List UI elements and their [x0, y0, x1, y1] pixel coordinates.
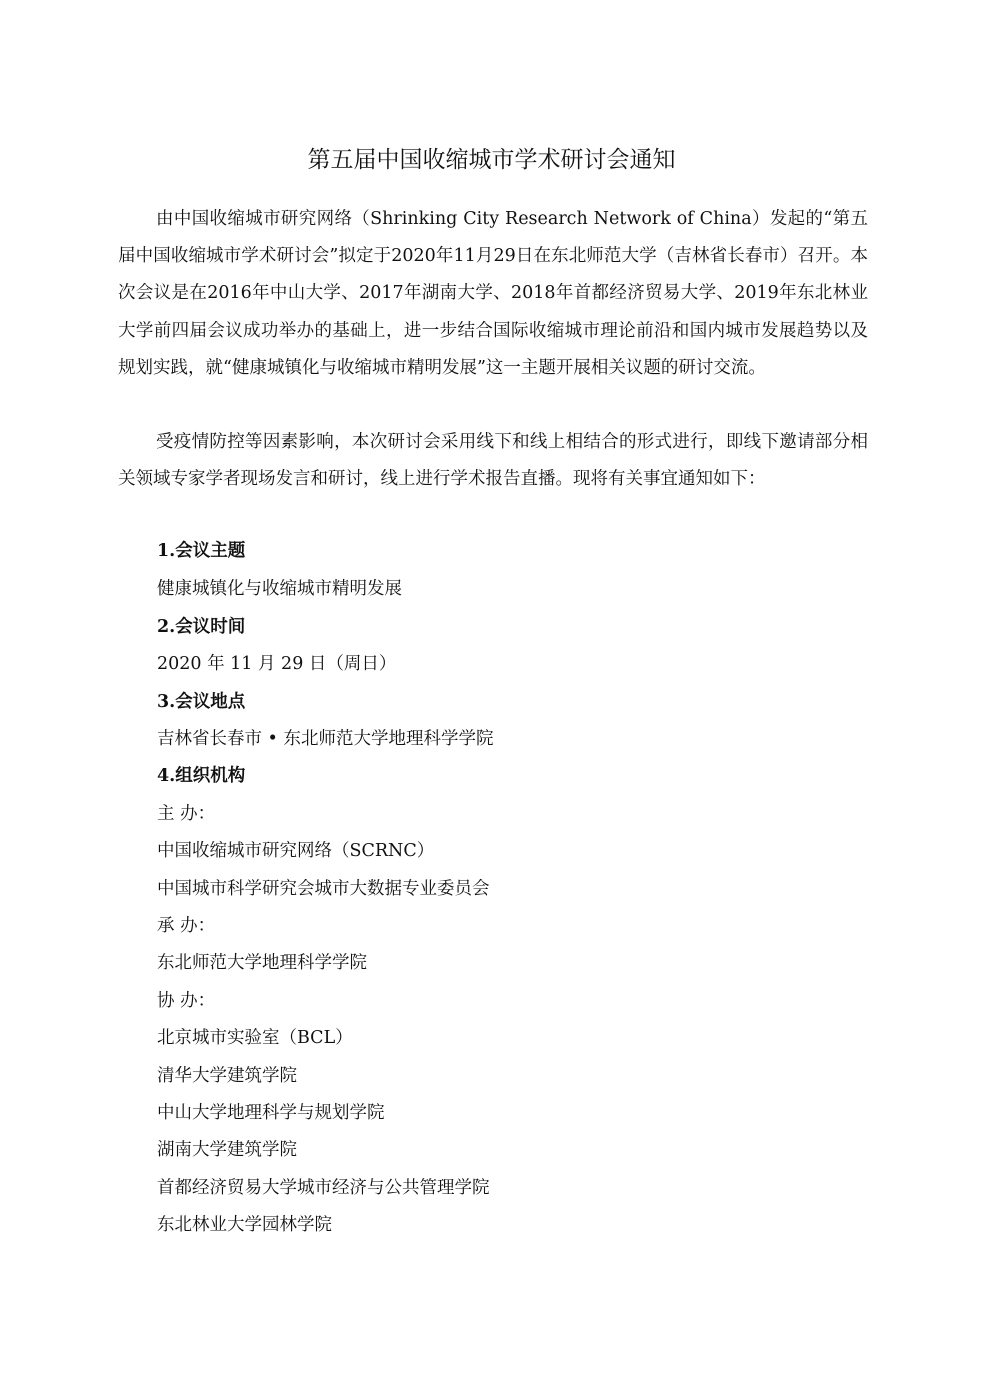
co-organizer-item: 中山大学地理科学与规划学院 [157, 1103, 385, 1123]
co-organizer-item: 湖南大学建筑学院 [157, 1140, 297, 1160]
host-item: 中国城市科学研究会城市大数据专业委员会 [157, 879, 490, 899]
co-organizer-item: 东北林业大学园林学院 [157, 1215, 332, 1235]
theme-text: 健康城镇化与收缩城市精明发展 [157, 579, 402, 599]
co-organizer-item: 首都经济贸易大学城市经济与公共管理学院 [157, 1178, 490, 1198]
section-heading-venue: 3.会议地点 [157, 692, 246, 712]
section-heading-time: 2.会议时间 [157, 617, 246, 637]
section-heading-theme: 1.会议主题 [157, 541, 246, 561]
section-heading-organization: 4.组织机构 [157, 766, 246, 786]
organizer-item: 东北师范大学地理科学学院 [157, 953, 367, 973]
venue-text: 吉林省长春市 • 东北师范大学地理科学学院 [157, 729, 494, 749]
intro-paragraph: 由中国收缩城市研究网络（Shrinking City Research Network of China）发起的“第五届中国收缩城市学术研讨会”拟定于2020年11月29日在东北师范大学（吉林省长春市）召开。本次会议是在2016年中山大学、2017年湖南大学、2018年首都经济贸易大学、2019年东北林业大学前四届会议成功举办的基础上，进一步结合国际收缩城市理论前沿和国内城市发展趋势以及规划实践，就“健康城镇化与收缩城市精明发展”这一主题开展相关议题的研讨交流。 [118, 209, 868, 378]
host-item: 中国收缩城市研究网络（SCRNC） [157, 841, 435, 861]
co-organizer-item: 北京城市实验室（BCL） [157, 1028, 353, 1048]
organizer-label: 承 办： [157, 916, 216, 936]
co-organizer-item: 清华大学建筑学院 [157, 1066, 297, 1086]
document-title: 第五届中国收缩城市学术研讨会通知 [307, 147, 676, 173]
co-organizer-label: 协 办： [157, 991, 216, 1011]
host-label: 主 办： [157, 804, 216, 824]
format-paragraph: 受疫情防控等因素影响，本次研讨会采用线下和线上相结合的形式进行，即线下邀请部分相关领域专家学者现场发言和研讨，线上进行学术报告直播。现将有关事宜通知如下： [118, 432, 868, 490]
time-text: 2020 年 11 月 29 日（周日） [157, 654, 397, 674]
